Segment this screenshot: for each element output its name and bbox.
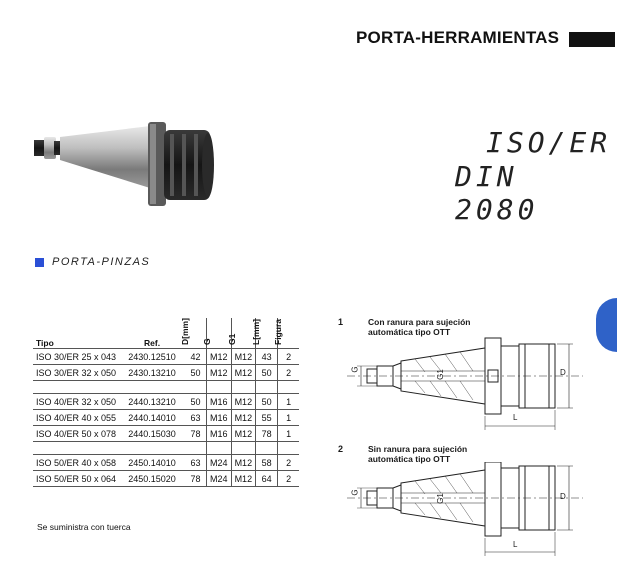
figure-1-drawing [345,336,585,436]
cell-g1: M12 [231,349,256,365]
cell-figura: 2 [278,349,300,365]
table-row [33,365,299,381]
section-label: PORTA-PINZAS [52,256,151,268]
table-spacer [33,381,299,394]
cell-d: 50 [185,365,207,381]
cell-d: 50 [185,394,207,410]
cell-g: M16 [207,410,232,426]
cell-g: M12 [207,349,232,365]
cell-tipo: ISO 40/ER 32 x 050 [33,394,119,410]
col-figura: Figura [278,318,300,349]
table-row [33,394,299,410]
col-ref: Ref. [144,338,161,348]
cell-g1: M12 [231,455,256,471]
cell-l: 50 [256,394,278,410]
cell-g: M16 [207,394,232,410]
spec-table [33,318,299,487]
cell-tipo: ISO 50/ER 50 x 064 [33,471,119,487]
page-title: PORTA-HERRAMIENTAS [356,28,560,47]
fig1-label-g1: G1 [435,369,445,380]
figure-2-number: 2 [338,444,344,454]
cell-tipo: ISO 30/ER 25 x 043 [33,349,119,365]
cell-tipo: ISO 40/ER 40 x 055 [33,410,119,426]
table-spacer [33,442,299,455]
col-d: D[mm] [180,318,191,345]
cell-g: M24 [207,471,232,487]
cell-figura: 1 [278,394,300,410]
cell-figura: 2 [278,365,300,381]
table-row [33,410,299,426]
figure-1-number: 1 [338,317,344,327]
fig2-label-g: G [350,489,360,496]
cell-g1: M12 [231,471,256,487]
cell-g1: M12 [231,394,256,410]
title-line-1: ISO/ER [486,126,612,159]
cell-d: 63 [185,410,207,426]
figure-1-caption: Con ranura para sujeción automática tipo OTT [368,317,471,337]
cell-g: M16 [207,426,232,442]
table-row [33,426,299,442]
cell-d: 63 [185,455,207,471]
fig1-label-l: L [513,413,518,422]
cell-ref: 2450.15020 [119,471,185,487]
cell-tipo: ISO 30/ER 32 x 050 [33,365,119,381]
cell-ref: 2450.14010 [119,455,185,471]
figure-2-caption: Sin ranura para sujeción automática tipo OTT [368,444,468,464]
cell-g1: M12 [231,410,256,426]
cell-l: 50 [256,365,278,381]
cell-ref: 2440.13210 [119,394,185,410]
fig2-label-l: L [513,540,518,549]
cell-figura: 2 [278,455,300,471]
cell-figura: 1 [278,426,300,442]
cell-tipo: ISO 40/ER 50 x 078 [33,426,119,442]
table-row [33,471,299,487]
col-tipo: Tipo [36,338,54,348]
cell-ref: 2430.13210 [119,365,185,381]
cell-d: 78 [185,426,207,442]
cell-d: 42 [185,349,207,365]
section-marker [35,258,44,267]
cell-g1: M12 [231,426,256,442]
tool-holder-image [30,120,220,220]
table-row [33,455,299,471]
cell-ref: 2440.14010 [119,410,185,426]
cell-l: 55 [256,410,278,426]
col-g1: G1 [231,318,256,349]
cell-l: 58 [256,455,278,471]
figure-2-drawing [345,462,585,562]
header-bar [569,32,615,47]
table-row [33,349,299,365]
cell-figura: 2 [278,471,300,487]
cell-tipo: ISO 50/ER 40 x 058 [33,455,119,471]
col-g: G [207,318,232,349]
cell-g: M24 [207,455,232,471]
title-line-2: DIN 2080 [455,160,539,226]
cell-g: M12 [207,365,232,381]
fig2-label-d: D [560,492,566,501]
cell-d: 78 [185,471,207,487]
cell-l: 78 [256,426,278,442]
fig1-label-d: D [560,368,566,377]
cell-figura: 1 [278,410,300,426]
cell-g1: M12 [231,365,256,381]
cell-ref: 2430.12510 [119,349,185,365]
cell-l: 64 [256,471,278,487]
page-tab [596,298,617,352]
cell-l: 43 [256,349,278,365]
fig1-label-g: G [350,366,360,373]
fig2-label-g1: G1 [435,493,445,504]
footnote: Se suministra con tuerca [37,522,131,532]
cell-ref: 2440.15030 [119,426,185,442]
col-l: L[mm] [256,318,278,349]
table-header-row [33,318,299,349]
